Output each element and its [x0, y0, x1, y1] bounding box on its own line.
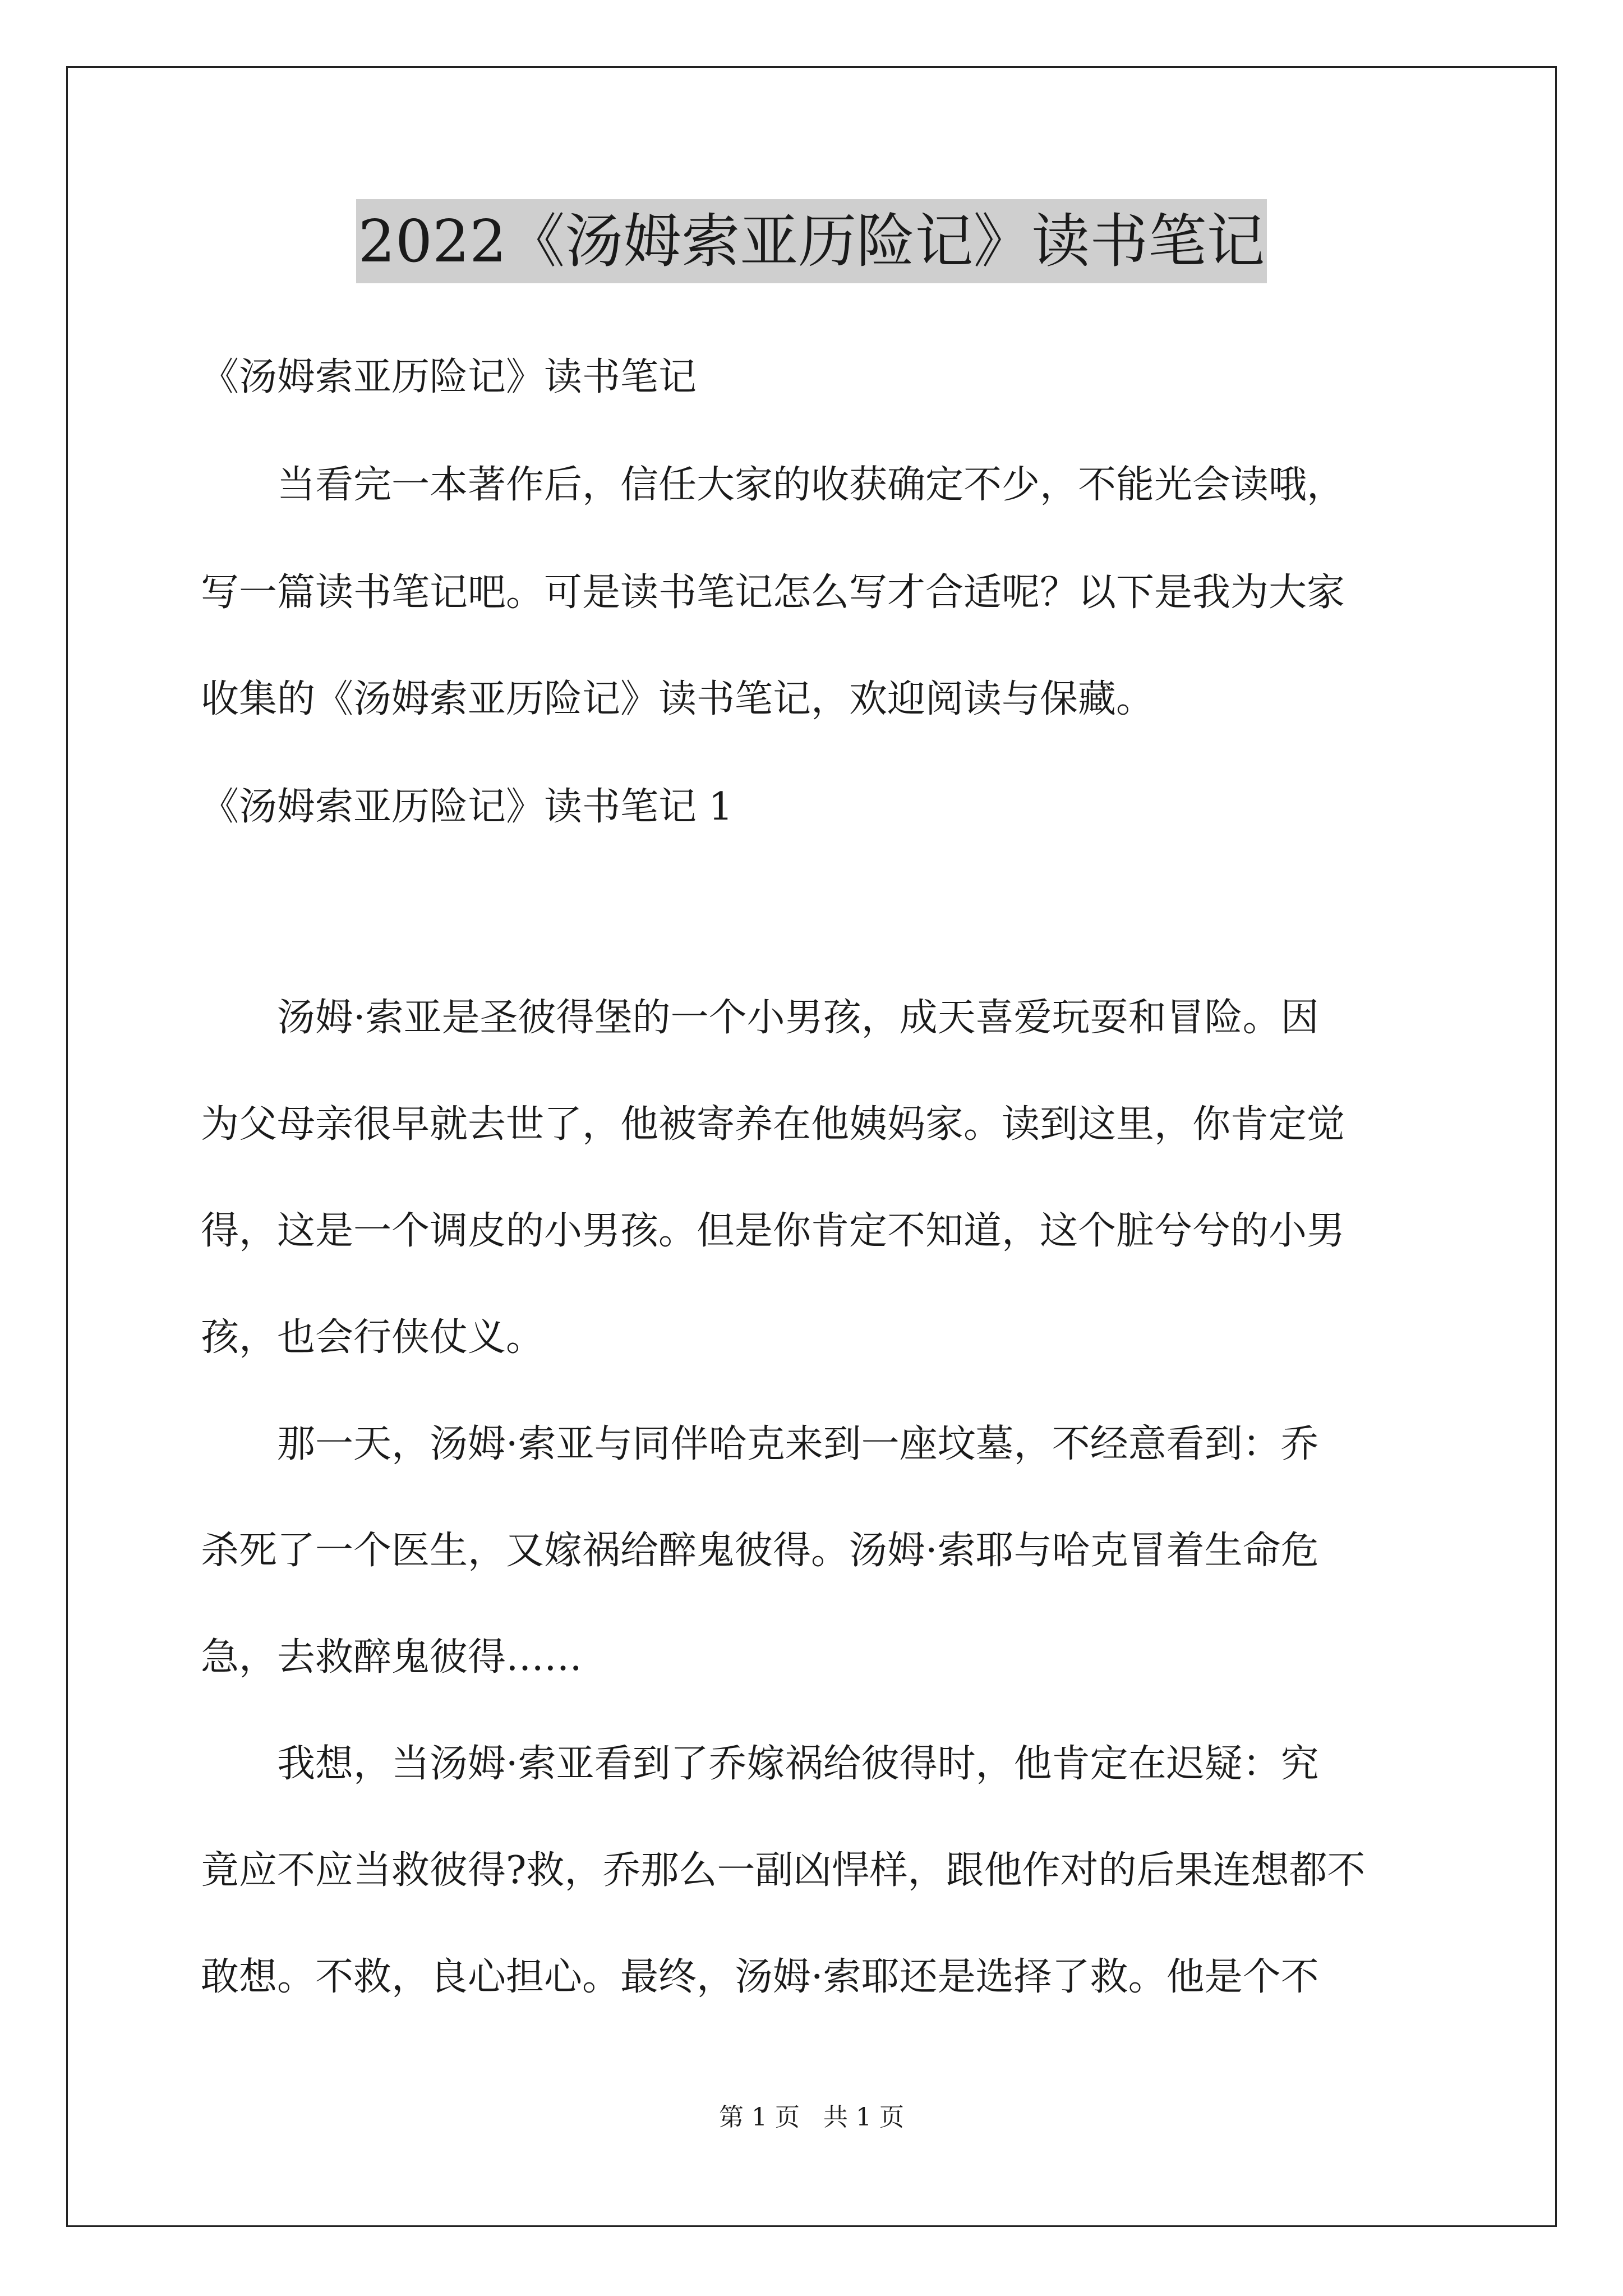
paragraph-line: 孩，也会行侠仗义。 — [201, 1315, 545, 1360]
page-number: 第 1 页 — [719, 2103, 800, 2132]
paragraph-line: 杀死了一个医生，又嫁祸给醉鬼彼得。汤姆·索耶与哈克冒着生命危 — [201, 1529, 1319, 1573]
page-footer — [0, 2101, 1623, 2134]
paragraph-line: 竟应不应当救彼得?救，乔那么一副凶悍样，跟他作对的后果连想都不 — [201, 1848, 1366, 1893]
paragraph-line: 得，这是一个调皮的小男孩。但是你肯定不知道，这个脏兮兮的小男 — [201, 1209, 1345, 1253]
paragraph-line: 为父母亲很早就去世了，他被寄养在他姨妈家。读到这里，你肯定觉 — [201, 1102, 1345, 1147]
subtitle-line: 《汤姆索亚历险记》读书笔记 — [201, 355, 697, 399]
title-container — [0, 199, 1623, 283]
paragraph-line: 那一天，汤姆·索亚与同伴哈克来到一座坟墓，不经意看到：乔 — [201, 1422, 1319, 1466]
paragraph-line: 写一篇读书笔记吧。可是读书笔记怎么写才合适呢？以下是我为大家 — [201, 570, 1345, 615]
paragraph-line: 急，去救醉鬼彼得…… — [201, 1635, 583, 1680]
paragraph-line: 收集的《汤姆索亚历险记》读书笔记，欢迎阅读与保藏。 — [201, 677, 1155, 721]
paragraph-line: 汤姆·索亚是圣彼得堡的一个小男孩，成天喜爱玩耍和冒险。因 — [201, 996, 1319, 1040]
paragraph-line: 当看完一本著作后，信任大家的收获确定不少，不能光会读哦， — [201, 463, 1345, 507]
section-heading: 《汤姆索亚历险记》读书笔记 1 — [201, 785, 733, 829]
paragraph-line: 我想，当汤姆·索亚看到了乔嫁祸给彼得时，他肯定在迟疑：究 — [201, 1742, 1319, 1786]
page-total: 共 1 页 — [823, 2103, 904, 2132]
paragraph-line: 敢想。不救，良心担心。最终，汤姆·索耶还是选择了救。他是个不 — [201, 1955, 1319, 1999]
document-title: 2022《汤姆索亚历险记》读书笔记 — [356, 199, 1267, 283]
